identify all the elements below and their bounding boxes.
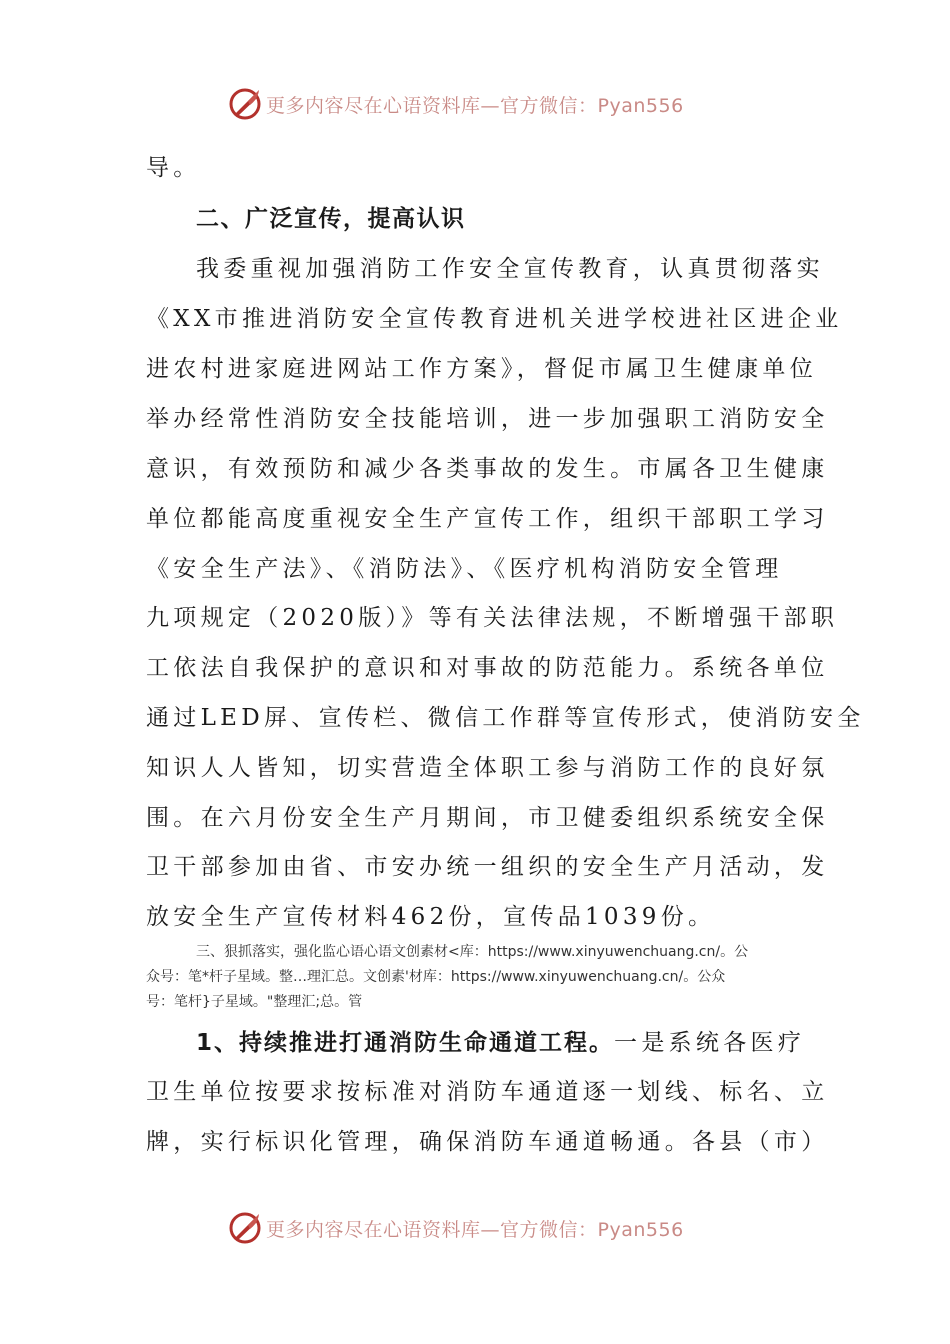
quill-logo-icon — [228, 1211, 262, 1245]
small-text-line: 号：笔杆}子星域。"整理汇;总。管 — [146, 994, 363, 1010]
banner-label: 更多内容尽在心语资料库—官方微信： — [266, 94, 598, 117]
text-line: 卫生单位按要求按标准对消防车通道逐一划线、标名、立 — [146, 1079, 829, 1105]
small-text-line: 众号：笔*杆子星域。整…理汇总。文创素'材库：https://www.xinyuwenchuang.cn/。公众 — [146, 969, 726, 985]
text-line: 单位都能高度重视安全生产宣传工作，组织干部职工学习 — [146, 506, 829, 532]
text-line: 工依法自我保护的意识和对事故的防范能力。系统各单位 — [146, 655, 829, 681]
text-line: 九项规定（2020版）》等有关法律法规，不断增强干部职 — [146, 605, 839, 631]
text-line: 进农村进家庭进网站工作方案》，督促市属卫生健康单位 — [146, 356, 817, 382]
text-line: 我委重视加强消防工作安全宣传教育，认真贯彻落实 — [196, 256, 824, 282]
bold-lead-text: 1、持续推进打通消防生命通道工程。 — [196, 1030, 615, 1056]
footer-banner — [0, 1208, 950, 1248]
text-line — [196, 1028, 806, 1058]
text-line: 通过LED屏、宣传栏、微信工作群等宣传形式，使消防安全 — [146, 705, 865, 731]
small-text-line: 三、狠抓落实，强化监心语心语文创素材<库：https://www.xinyuwenchuang.cn/。公 — [196, 944, 749, 960]
text-line: 放安全生产宣传材料462份，宣传品1039份。 — [146, 904, 716, 930]
text-line: 牌，实行标识化管理，确保消防车通道畅通。各县（市） — [146, 1129, 829, 1155]
banner-wechat-id: Pyan556 — [597, 94, 684, 117]
section-heading: 二、广泛宣传，提高认识 — [196, 206, 466, 232]
banner-text — [266, 1215, 684, 1242]
text-line: 《XX市推进消防安全宣传教育进机关进学校进社区进企业 — [146, 306, 843, 332]
banner-label: 更多内容尽在心语资料库—官方微信： — [266, 1218, 598, 1241]
text-line: 《安全生产法》、《消防法》、《医疗机构消防安全管理 — [146, 556, 783, 582]
text-line: 围。在六月份安全生产月期间，市卫健委组织系统安全保 — [146, 805, 829, 831]
text-line: 导。 — [146, 155, 201, 181]
text-fragment: 一是系统各医疗 — [614, 1030, 806, 1056]
banner-text — [266, 91, 684, 118]
banner-wechat-id: Pyan556 — [597, 1218, 684, 1241]
text-line: 卫干部参加由省、市安办统一组织的安全生产月活动，发 — [146, 854, 829, 880]
text-line: 知识人人皆知，切实营造全体职工参与消防工作的良好氛 — [146, 755, 829, 781]
quill-logo-icon — [228, 87, 262, 121]
header-banner — [0, 84, 950, 124]
text-line: 举办经常性消防安全技能培训，进一步加强职工消防安全 — [146, 406, 829, 432]
text-line: 意识，有效预防和减少各类事故的发生。市属各卫生健康 — [146, 456, 829, 482]
